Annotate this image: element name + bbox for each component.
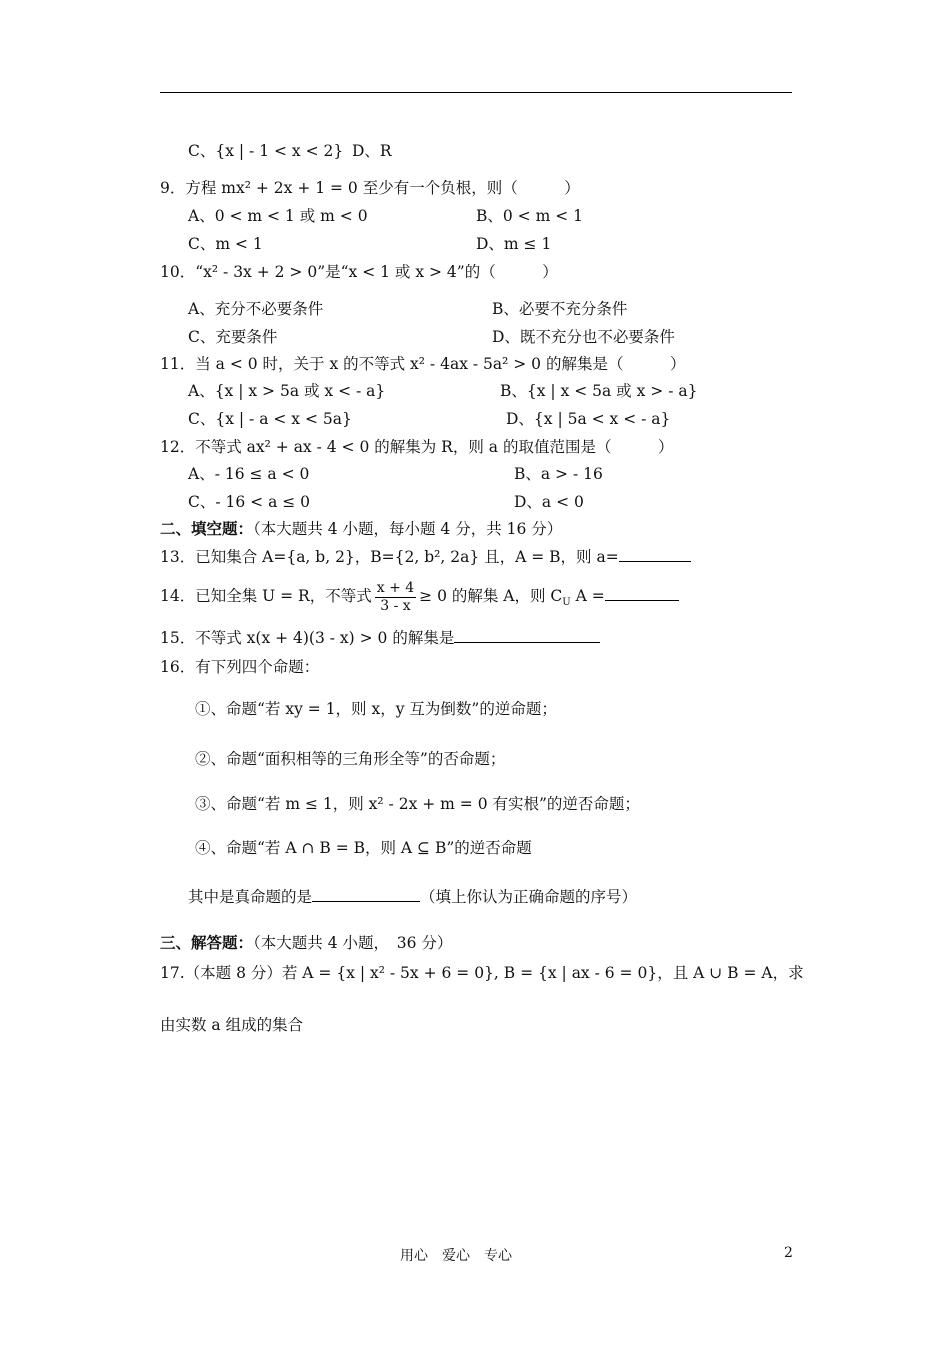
q9-option-b: B、0 < m < 1 bbox=[476, 207, 583, 225]
q10-stem: 10．“x² - 3x + 2 > 0”是“x < 1 或 x > 4”的（ ） bbox=[160, 263, 558, 281]
q15-line bbox=[160, 627, 600, 649]
q16-proposition-3: ③、命题“若 m ≤ 1，则 x² - 2x + m = 0 有实根”的逆否命题； bbox=[195, 795, 640, 813]
q10-option-a: A、充分不必要条件 bbox=[188, 300, 324, 318]
section2-desc: （本大题共 4 小题，每小题 4 分，共 16 分） bbox=[253, 520, 563, 538]
section3-desc: （本大题共 4 小题， 36 分） bbox=[253, 934, 453, 952]
q17-line-1: 17.（本题 8 分）若 A = {x | x² - 5x + 6 = 0}, B = {x | ax - 6 = 0}，且 A ∪ B = A，求 bbox=[160, 964, 804, 982]
q13-answer-blank[interactable] bbox=[619, 547, 691, 562]
section2-title: 二、填空题： bbox=[160, 519, 254, 538]
q15-answer-blank[interactable] bbox=[454, 628, 600, 643]
q14-numerator: x + 4 bbox=[376, 579, 415, 596]
q9-stem: 9．方程 mx² + 2x + 1 = 0 至少有一个负根，则（ ） bbox=[160, 179, 580, 197]
q12-option-d: D、a < 0 bbox=[514, 493, 584, 511]
q14-tail: A = bbox=[570, 587, 605, 605]
q13-line bbox=[160, 546, 691, 568]
q11-option-a: A、{x | x > 5a 或 x < - a} bbox=[188, 382, 386, 400]
q11-option-d: D、{x | 5a < x < - a} bbox=[506, 410, 671, 428]
q14-answer-blank[interactable] bbox=[605, 586, 679, 601]
q14-prefix: 14．已知全集 U = R，不等式 bbox=[160, 587, 372, 605]
q11-stem: 11．当 a < 0 时，关于 x 的不等式 x² - 4ax - 5a² > 0 的解集是（ ） bbox=[160, 355, 686, 373]
q12-option-b: B、a > - 16 bbox=[514, 465, 603, 483]
q8-option-d: D、R bbox=[352, 142, 392, 160]
q14-fraction bbox=[375, 580, 416, 615]
q9-option-a: A、0 < m < 1 或 m < 0 bbox=[188, 207, 368, 225]
q9-option-d: D、m ≤ 1 bbox=[476, 235, 552, 253]
q12-option-c: C、- 16 < a ≤ 0 bbox=[188, 493, 311, 511]
q16-proposition-4: ④、命题“若 A ∩ B = B，则 A ⊆ B”的逆否命题 bbox=[195, 839, 532, 857]
q14-denominator: 3 - x bbox=[380, 597, 411, 614]
q12-option-a: A、- 16 ≤ a < 0 bbox=[188, 465, 310, 483]
q10-option-c: C、充要条件 bbox=[188, 328, 278, 346]
q16-proposition-2: ②、命题“面积相等的三角形全等”的否命题； bbox=[195, 750, 506, 768]
q16-ask-suffix: （填上你认为正确命题的序号） bbox=[420, 888, 638, 906]
q9-option-c: C、m < 1 bbox=[188, 235, 263, 253]
section2-heading bbox=[160, 518, 562, 540]
q10-option-b: B、必要不充分条件 bbox=[492, 300, 628, 318]
q11-option-c: C、{x | - a < x < 5a} bbox=[188, 410, 352, 428]
q8-option-c: C、{x | - 1 < x < 2} bbox=[188, 142, 344, 160]
q16-answer-blank[interactable] bbox=[312, 887, 420, 902]
q13-text: 13．已知集合 A={a, b, 2}，B={2, b², 2a} 且，A = B，则 a= bbox=[160, 548, 619, 566]
q15-text: 15．不等式 x(x + 4)(3 - x) > 0 的解集是 bbox=[160, 629, 455, 647]
q10-option-d: D、既不充分也不必要条件 bbox=[492, 328, 675, 346]
q16-stem: 16．有下列四个命题： bbox=[160, 658, 320, 676]
q17-line-2: 由实数 a 组成的集合 bbox=[160, 1016, 304, 1034]
q14-suffix: ≥ 0 的解集 A，则 C bbox=[419, 587, 563, 605]
q16-proposition-1: ①、命题“若 xy = 1，则 x，y 互为倒数”的逆命题； bbox=[195, 700, 557, 718]
q16-ask-prefix: 其中是真命题的是 bbox=[188, 888, 313, 906]
q12-stem: 12．不等式 ax² + ax - 4 < 0 的解集为 R，则 a 的取值范围是（ ） bbox=[160, 438, 674, 456]
q11-option-b: B、{x | x < 5a 或 x > - a} bbox=[500, 382, 698, 400]
q14-line bbox=[160, 576, 679, 623]
footer-slogan: 用心 爱心 专心 bbox=[400, 1248, 512, 1264]
section3-title: 三、解答题： bbox=[160, 933, 254, 952]
q16-question bbox=[188, 886, 637, 908]
header-rule bbox=[160, 92, 792, 93]
q14-subscript: U bbox=[562, 597, 571, 609]
page-number: 2 bbox=[784, 1245, 793, 1261]
section3-heading bbox=[160, 932, 452, 954]
